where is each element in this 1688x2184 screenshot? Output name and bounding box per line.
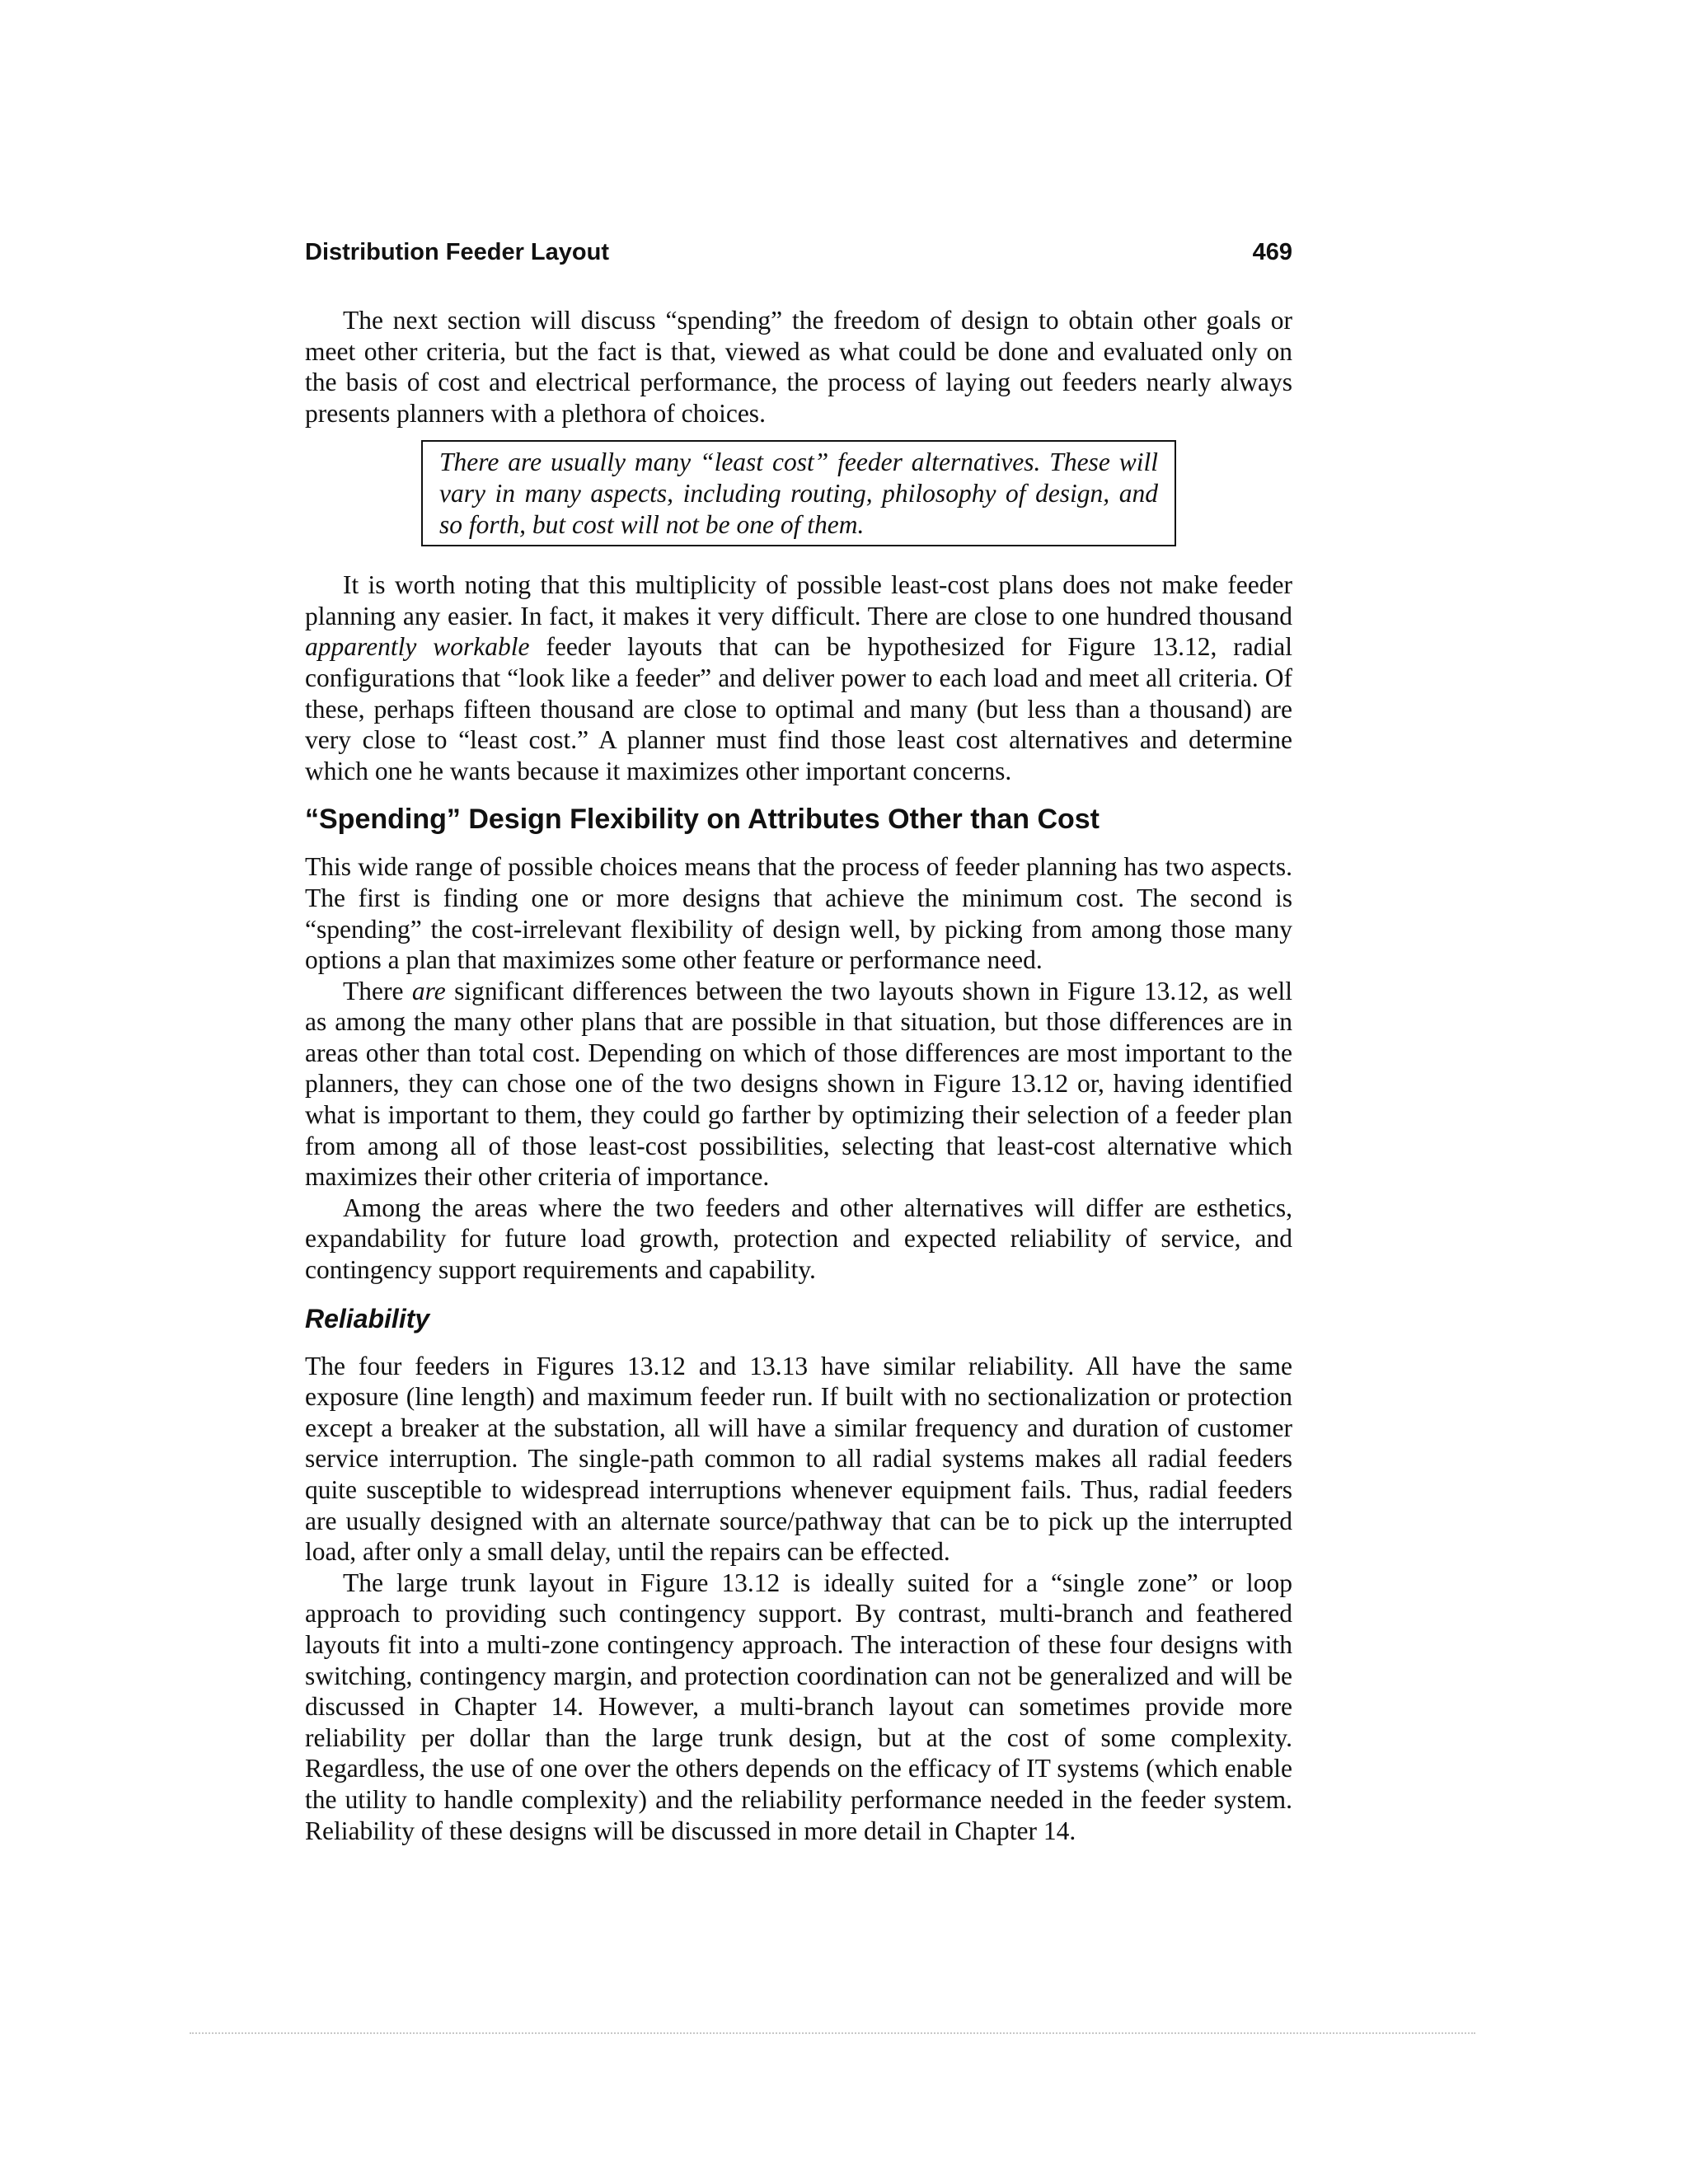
page: [305, 239, 1292, 1846]
emphasis-are: are: [411, 976, 446, 1005]
paragraph-differences-part-a: There: [343, 976, 412, 1005]
callout-box: [421, 440, 1176, 546]
paragraph-multiplicity-part-b: feeder layouts that can be hypothesized for Figure 13.12, radial configurations that “look like a feeder” and deliver power to each load and meet all criteria. Of these, perhaps fifteen thousand are close to optimal and many (but less than a thousand) are very close to “least cost.” A planner must find those least cost alternatives and determine which one he wants because it maximizes other important concerns.: [305, 632, 1292, 785]
paragraph-two-aspects: This wide range of possible choices means that the process of feeder planning has two aspects. The first is finding one or more designs that achieve the minimum cost. The second is “spending” the cost-irrelevant flexibility of design well, by picking from among those many options a plan that maximizes some other feature or performance need.: [305, 852, 1292, 975]
running-head: [305, 239, 1292, 266]
paragraph-areas: Among the areas where the two feeders and other alternatives will differ are esthetics, expandability for future load growth, protection and expected reliability of service, and contingency support requirements and capability.: [305, 1193, 1292, 1285]
callout-text: There are usually many “least cost” feeder alternatives. These will vary in many aspects, including routing, philosophy of design, and so forth, but cost will not be one of them.: [439, 448, 1158, 539]
paragraph-reliability-1: The four feeders in Figures 13.12 and 13.13 have similar reliability. All have the same exposure (line length) and maximum feeder run. If built with no sectionalization or protection except a breaker at the substation, all will have a similar frequency and duration of customer service interruption. The single-path common to all radial systems makes all radial feeders quite susceptible to widespread interruptions whenever equipment fails. Thus, radial feeders are usually designed with an alternate source/pathway that can be to pick up the interrupted load, after only a small delay, until the repairs can be effected.: [305, 1351, 1292, 1567]
section-heading-reliability: Reliability: [305, 1303, 430, 1333]
paragraph-intro: The next section will discuss “spending” the freedom of design to obtain other goals or meet other criteria, but the fact is that, viewed as what could be done and evaluated only on the basis of cost and electrical performance, the process of laying out feeders nearly always presents planners with a plethora of choices.: [305, 306, 1292, 428]
running-head-title: Distribution Feeder Layout: [305, 239, 609, 265]
emphasis-apparently-workable: apparently workable: [305, 632, 530, 662]
section-heading-spending: “Spending” Design Flexibility on Attributes Other than Cost: [305, 804, 1100, 836]
paragraph-reliability-2: The large trunk layout in Figure 13.12 is ideally suited for a “single zone” or loop approach to providing such contingency support. By contrast, multi-branch and feathered layouts fit into a multi-zone contingency approach. The interaction of these four designs with switching, contingency margin, and protection coordination can not be generalized and will be discussed in Chapter 14. However, a multi-branch layout can sometimes provide more reliability per dollar than the large trunk design, but at the cost of some complexity. Regardless, the use of one over the others depends on the efficacy of IT systems (which enable the utility to handle complexity) and the reliability performance needed in the feeder system. Reliability of these designs will be discussed in more detail in Chapter 14.: [305, 1568, 1292, 1845]
paragraph-multiplicity-part-a: It is worth noting that this multiplicity of possible least-cost plans does not make feeder planning any easier. In fact, it makes it very difficult. There are close to one hundred thousand: [305, 570, 1292, 630]
paragraph-differences-part-b: significant differences between the two layouts shown in Figure 13.12, as well as among the many other plans that are possible in that situation, but those differences are in areas other than total cost. Depending on which of those differences are most important to the planners, they can chose one of the two designs shown in Figure 13.12 or, having identified what is important to them, they could go farther by optimizing their selection of a feeder plan from among all of those least-cost possibilities, selecting that least-cost alternative which maximizes their other criteria of importance.: [305, 976, 1292, 1192]
scan-artifact-line: [190, 2032, 1475, 2034]
paragraph-differences: [305, 976, 1292, 1193]
page-number: 469: [1252, 239, 1292, 265]
paragraph-multiplicity: [305, 569, 1292, 786]
